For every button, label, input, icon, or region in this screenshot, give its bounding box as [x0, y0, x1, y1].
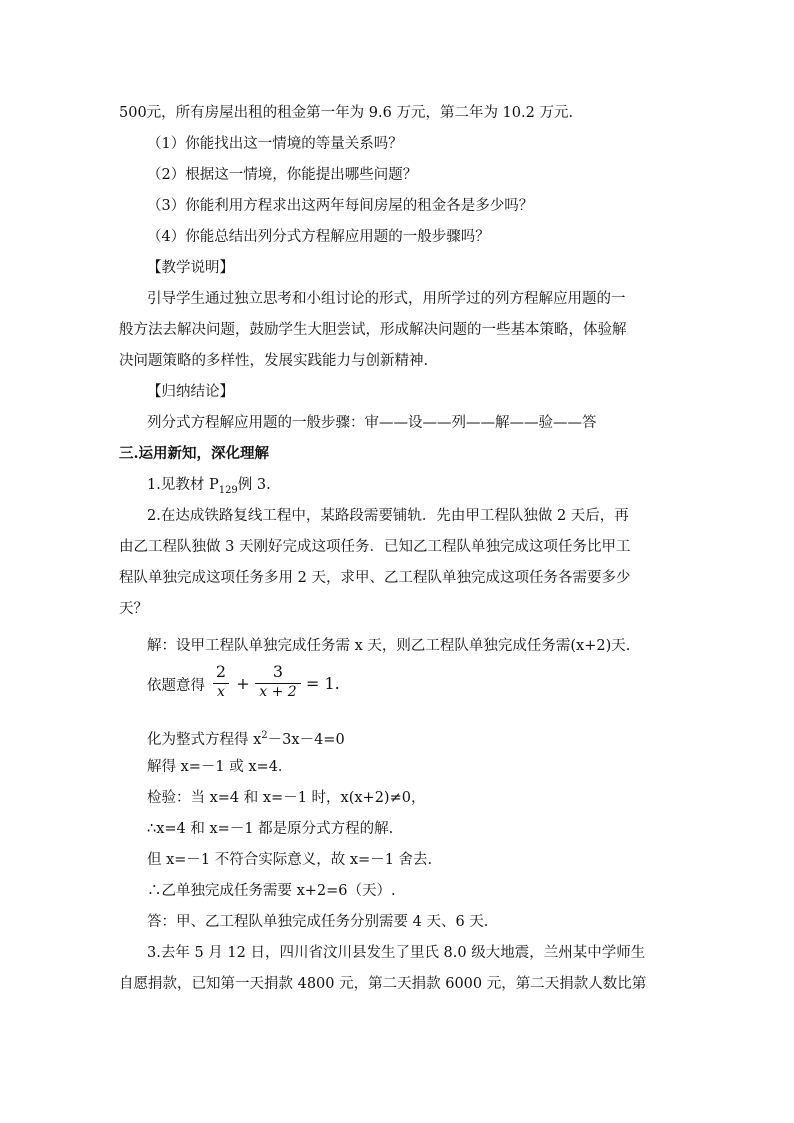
- fraction-2-numerator: 3: [272, 662, 284, 681]
- answer-line: 答：甲、乙工程队单独完成任务分别需要 4 天、6 天.: [147, 914, 489, 930]
- page-number-subscript: 129: [218, 484, 238, 496]
- section-heading-teaching-note: 【教学说明】: [147, 260, 234, 276]
- paragraph-line: 决问题策略的多样性，发展实践能力与创新精神.: [119, 353, 429, 369]
- example-1-suffix: 例 3.: [237, 477, 271, 493]
- plus-sign: +: [236, 674, 250, 693]
- fraction-1-numerator: 2: [215, 662, 227, 681]
- question-4: （4）你能总结出列分式方程解应用题的一般步骤吗？: [147, 229, 490, 245]
- solution-line: 解：设甲工程队单独完成任务需 x 天，则乙工程队单独完成任务需(x+2)天.: [147, 638, 631, 654]
- check-line: ∴x=4 和 x=－1 都是原分式方程的解.: [147, 821, 394, 837]
- exponent: 2: [261, 730, 268, 741]
- question-3: （3）你能利用方程求出这两年每间房屋的租金各是多少吗？: [147, 198, 534, 214]
- simplified-equation: [147, 726, 345, 750]
- equation-rhs: = 1.: [306, 674, 340, 693]
- paragraph-line: 引导学生通过独立思考和小组讨论的形式，用所学过的列方程解应用题的一: [147, 291, 626, 307]
- paragraph-line: 般方法去解决问题，鼓励学生大胆尝试，形成解决问题的一些基本策略，体验解: [119, 322, 627, 338]
- problem-2-line: 由乙工程队独做 3 天刚好完成这项任务．已知乙工程队单独完成这项任务比甲工: [119, 539, 631, 555]
- question-1: （1）你能找出这一情境的等量关系吗？: [147, 136, 403, 152]
- problem-2-line: 程队单独完成这项任务多用 2 天，求甲、乙工程队单独完成这项任务各需要多少: [119, 570, 631, 586]
- example-1-text: 1.见教材 P: [147, 477, 219, 493]
- fraction-1-denominator: x: [217, 684, 225, 700]
- section-heading-conclusion: 【归纳结论】: [147, 384, 234, 400]
- paragraph-line: 500元，所有房屋出租的租金第一年为 9.6 万元，第二年为 10.2 万元.: [119, 105, 574, 121]
- solution-line: 解得 x=－1 或 x=4．: [147, 759, 293, 775]
- question-2: （2）根据这一情境，你能提出哪些问题？: [147, 167, 418, 183]
- simplified-equation-rest: －3x－4=0: [267, 731, 345, 748]
- section-title: 三.运用新知，深化理解: [119, 445, 270, 462]
- problem-3-line: 3.去年 5 月 12 日，四川省汶川县发生了里氏 8.0 级大地震，兰州某中学师生: [147, 945, 646, 961]
- check-line: 但 x=－1 不符合实际意义，故 x=－1 舍去.: [147, 852, 433, 868]
- example-1: [147, 475, 271, 501]
- fraction-2-denominator: x + 2: [259, 684, 297, 700]
- simplified-equation-text: 化为整式方程得 x: [147, 731, 262, 748]
- result-line: ∴乙单独完成任务需要 x+2=6（天）.: [147, 883, 396, 899]
- problem-3-line: 自愿捐款，已知第一天捐款 4800 元，第二天捐款 6000 元，第二天捐款人数比第: [119, 976, 647, 992]
- problem-2-line: 2.在达成铁路复线工程中，某路段需要铺轨．先由甲工程队独做 2 天后，再: [147, 508, 629, 524]
- equation-intro: 依题意得: [147, 678, 205, 694]
- paragraph-line: 列分式方程解应用题的一般步骤：审——设——列——解——验——答: [147, 415, 597, 431]
- problem-2-line: 天？: [119, 601, 148, 617]
- check-line: 检验：当 x=4 和 x=－1 时，x(x+2)≠0，: [147, 790, 426, 806]
